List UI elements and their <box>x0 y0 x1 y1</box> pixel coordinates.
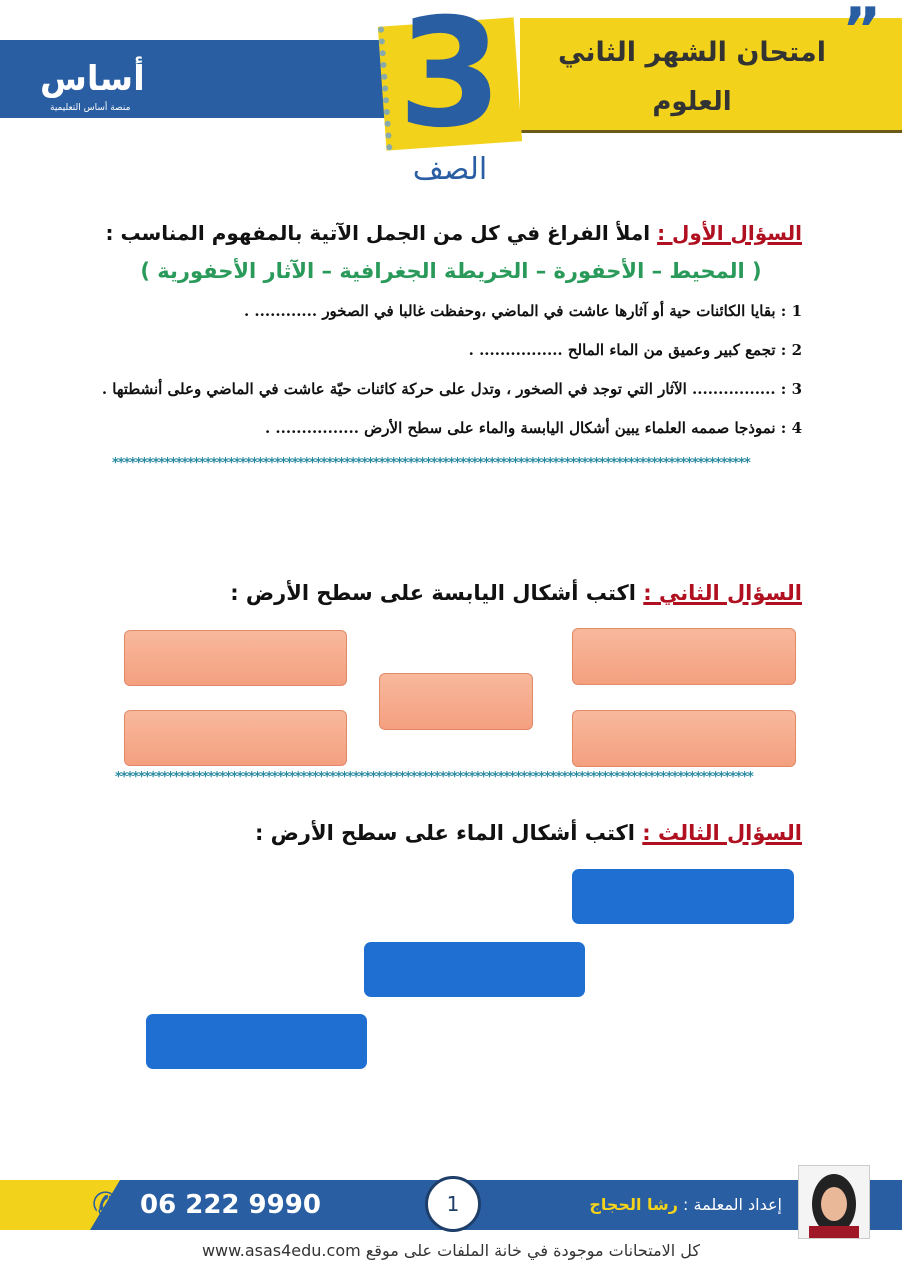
question-3-text: اكتب أشكال الماء على سطح الأرض : <box>254 821 635 845</box>
question-1-text: املأ الفراغ في كل من الجمل الآتية بالمفهوم المناسب : <box>105 221 651 245</box>
question-3-heading <box>100 818 802 848</box>
answer-box[interactable] <box>572 869 794 924</box>
teacher-avatar <box>798 1165 870 1239</box>
phone-icon: ✆ <box>92 1185 119 1223</box>
footer-note: كل الامتحانات موجودة في خانة الملفات على موقع www.asas4edu.com <box>201 1241 701 1260</box>
answer-box[interactable] <box>124 710 347 766</box>
quote-icon: ” <box>842 0 882 65</box>
question-1-item: 4 : نموذجا صممه العلماء يبين أشكال اليابسة والماء على سطح الأرض ................ . <box>264 419 802 437</box>
subject-title: العلوم <box>652 87 732 117</box>
question-2-heading <box>100 578 802 608</box>
question-1-item: 1 : بقايا الكائنات حية أو آثارها عاشت في الماضي ،وحفظت غالبا في الصخور ............ . <box>243 302 802 320</box>
teacher-name: رشا الحجاج <box>589 1195 678 1214</box>
grade-label: الصف <box>412 152 488 187</box>
question-1-item: 2 : تجمع كبير وعميق من الماء المالح ................ . <box>468 341 802 359</box>
answer-box[interactable] <box>146 1014 367 1069</box>
question-1-item: 3 : ................ الآثار التي توجد في الصخور ، وتدل على حركة كائنات حيّة عاشت في الماضي وعلى أنشطتها . <box>101 380 802 398</box>
answer-box[interactable] <box>572 628 796 685</box>
answer-box[interactable] <box>379 673 533 730</box>
exam-title: امتحان الشهر الثاني <box>558 37 826 68</box>
answer-box[interactable] <box>572 710 796 767</box>
answer-box[interactable] <box>124 630 347 686</box>
separator: ************************************************************************************************************** <box>115 770 753 785</box>
question-1-label: السؤال الأول : <box>657 221 802 245</box>
separator: ************************************************************************************************************** <box>112 456 750 471</box>
question-2-label: السؤال الثاني : <box>643 581 802 605</box>
word-bank: ( المحيط – الأحفورة – الخريطة الجغرافية – الآثار الأحفورية ) <box>140 259 762 283</box>
avatar-image <box>799 1166 869 1238</box>
phone-number: 06 222 9990 <box>140 1190 321 1220</box>
teacher-credit <box>589 1194 782 1216</box>
grade-number: 3 <box>397 0 503 161</box>
question-1-section <box>100 218 802 472</box>
question-3-label: السؤال الثالث : <box>642 821 802 845</box>
question-2-text: اكتب أشكال اليابسة على سطح الأرض : <box>230 581 636 605</box>
answer-box[interactable] <box>364 942 585 997</box>
page-number: 1 <box>425 1176 481 1232</box>
teacher-label: إعداد المعلمة : <box>677 1195 782 1214</box>
question-1-heading <box>100 218 802 248</box>
logo: أساس <box>40 59 145 99</box>
logo-subtitle: منصة أساس التعليمية <box>50 103 131 113</box>
